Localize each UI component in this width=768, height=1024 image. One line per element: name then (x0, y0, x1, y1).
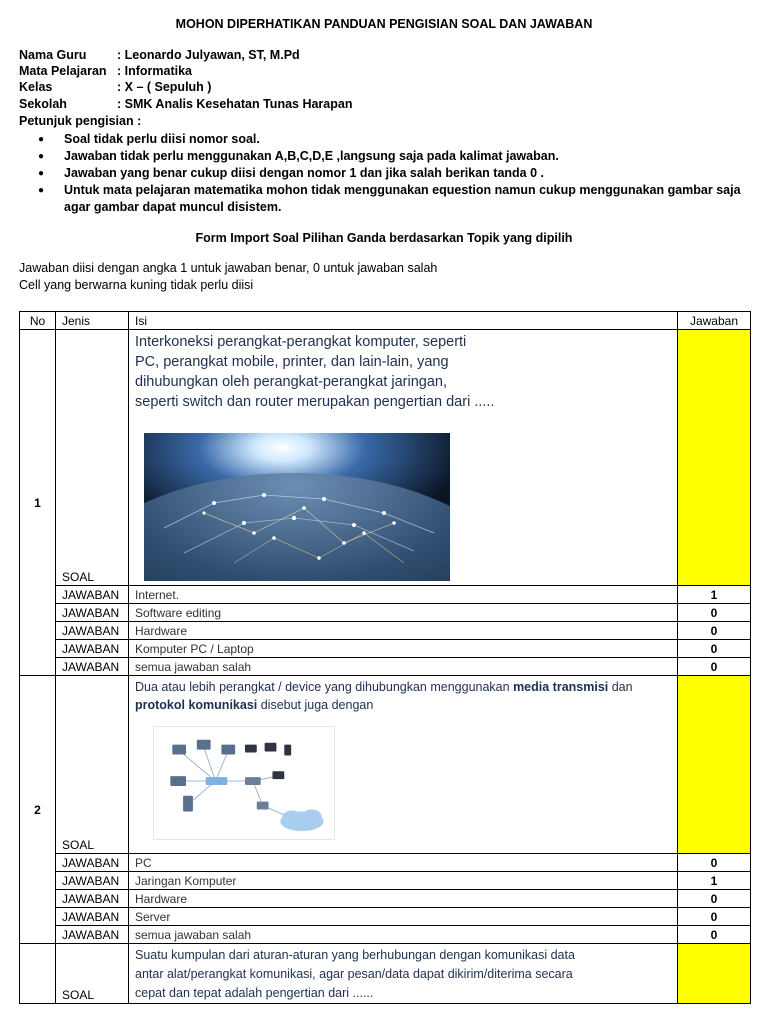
soal-cell[interactable] (129, 676, 678, 854)
question-row (20, 944, 751, 1004)
soal-text-part: disebut juga dengan (257, 698, 374, 712)
question-number (20, 944, 56, 1004)
info-value: : Informatika (117, 64, 193, 78)
question-row (20, 330, 751, 586)
col-header-jawaban: Jawaban (678, 312, 751, 330)
soal-label: SOAL (56, 944, 129, 1004)
info-label: Nama Guru (19, 48, 87, 62)
soal-line: antar alat/perangkat komunikasi, agar pesan/data dapat dikirim/diterima secara (135, 967, 573, 981)
jawaban-cell-highlight (678, 676, 751, 854)
answer-jenis: JAWABAN (56, 854, 129, 872)
soal-line: seperti switch dan router merupakan pengertian dari ..... (135, 394, 495, 410)
answer-row (20, 890, 751, 908)
info-nama-guru (19, 48, 300, 62)
jawaban-cell-highlight (678, 944, 751, 1004)
answer-option[interactable]: Hardware (129, 890, 678, 908)
soal-line: Interkoneksi perangkat-perangkat komputer, seperti (135, 334, 467, 350)
answer-value[interactable]: 0 (678, 926, 751, 944)
answer-option[interactable]: Hardware (129, 622, 678, 640)
answer-row (20, 586, 751, 604)
answer-value[interactable]: 0 (678, 854, 751, 872)
col-header-jenis: Jenis (56, 312, 129, 330)
answer-row (20, 604, 751, 622)
answer-jenis: JAWABAN (56, 872, 129, 890)
info-sekolah (19, 97, 352, 111)
answer-option[interactable]: Internet. (129, 586, 678, 604)
answer-value[interactable]: 0 (678, 890, 751, 908)
page-title: MOHON DIPERHATIKAN PANDUAN PENGISIAN SOAL DAN JAWABAN (175, 17, 593, 31)
answer-option[interactable]: semua jawaban salah (129, 658, 678, 676)
soal-line: Suatu kumpulan dari aturan-aturan yang berhubungan dengan komunikasi data (135, 948, 575, 962)
soal-line: cepat dan tepat adalah pengertian dari ...... (135, 986, 374, 1000)
answer-jenis: JAWABAN (56, 658, 129, 676)
answer-value[interactable]: 1 (678, 872, 751, 890)
answer-row (20, 622, 751, 640)
info-label: Kelas (19, 80, 53, 94)
info-label: Sekolah (19, 97, 67, 111)
answer-row (20, 926, 751, 944)
col-header-isi: Isi (129, 312, 678, 330)
answer-jenis: JAWABAN (56, 890, 129, 908)
answer-option[interactable]: PC (129, 854, 678, 872)
question-number: 1 (20, 330, 56, 676)
soal-keyword-media: media transmisi (513, 680, 609, 694)
answer-option[interactable]: Server (129, 908, 678, 926)
network-diagram-image (153, 726, 335, 840)
soal-cell[interactable] (129, 330, 678, 586)
info-value: : SMK Analis Kesehatan Tunas Harapan (117, 97, 353, 111)
soal-text (135, 332, 671, 412)
answer-value[interactable]: 1 (678, 586, 751, 604)
petunjuk-item: ● Untuk mata pelajaran matematika mohon tidak menggunakan equestion namun cukup menggunakan gambar saja agar gambar dapat muncul disistem. (38, 182, 748, 216)
soal-line: dihubungkan oleh perangkat-perangkat jaringan, (135, 374, 447, 390)
answer-row (20, 908, 751, 926)
soal-line: PC, perangkat mobile, printer, dan lain-lain, yang (135, 354, 449, 370)
answer-option[interactable]: Komputer PC / Laptop (129, 640, 678, 658)
form-title: Form Import Soal Pilihan Ganda berdasarkan Topik yang dipilih (195, 231, 573, 245)
answer-jenis: JAWABAN (56, 604, 129, 622)
answer-value[interactable]: 0 (678, 604, 751, 622)
info-kelas (19, 80, 211, 94)
soal-text-part: dan (608, 680, 633, 694)
earth-network-image (144, 433, 450, 581)
answer-row (20, 658, 751, 676)
petunjuk-item: ● Jawaban tidak perlu menggunakan A,B,C,D,E ,langsung saja pada kalimat jawaban. (38, 148, 748, 165)
answer-jenis: JAWABAN (56, 908, 129, 926)
question-table (19, 311, 751, 1004)
note-jawaban: Jawaban diisi dengan angka 1 untuk jawaban benar, 0 untuk jawaban salah (19, 261, 438, 275)
soal-cell[interactable] (129, 944, 678, 1004)
question-row (20, 676, 751, 854)
soal-label: SOAL (56, 330, 129, 586)
col-header-no: No (20, 312, 56, 330)
note-kuning: Cell yang berwarna kuning tidak perlu diisi (19, 278, 254, 292)
soal-label: SOAL (56, 676, 129, 854)
answer-jenis: JAWABAN (56, 622, 129, 640)
answer-row (20, 640, 751, 658)
answer-jenis: JAWABAN (56, 640, 129, 658)
table-header-row (20, 312, 751, 330)
soal-text (135, 678, 671, 714)
petunjuk-item: ● Jawaban yang benar cukup diisi dengan nomor 1 dan jika salah berikan tanda 0 . (38, 165, 748, 182)
answer-option[interactable]: semua jawaban salah (129, 926, 678, 944)
soal-keyword-protokol: protokol komunikasi (135, 698, 258, 712)
question-number: 2 (20, 676, 56, 944)
answer-value[interactable]: 0 (678, 658, 751, 676)
info-mata-pelajaran (19, 64, 192, 78)
answer-value[interactable]: 0 (678, 622, 751, 640)
petunjuk-item: ● Soal tidak perlu diisi nomor soal. (38, 131, 748, 148)
answer-row (20, 872, 751, 890)
answer-jenis: JAWABAN (56, 926, 129, 944)
petunjuk-list (38, 131, 748, 216)
jawaban-cell-highlight (678, 330, 751, 586)
info-value: : Leonardo Julyawan, ST, M.Pd (117, 48, 300, 62)
answer-row (20, 854, 751, 872)
info-value: : X – ( Sepuluh ) (117, 80, 212, 94)
answer-value[interactable]: 0 (678, 908, 751, 926)
answer-value[interactable]: 0 (678, 640, 751, 658)
petunjuk-label: Petunjuk pengisian : (19, 114, 142, 128)
answer-option[interactable]: Jaringan Komputer (129, 872, 678, 890)
answer-jenis: JAWABAN (56, 586, 129, 604)
info-label: Mata Pelajaran (19, 64, 107, 78)
soal-text (135, 946, 671, 1003)
answer-option[interactable]: Software editing (129, 604, 678, 622)
soal-text-part: Dua atau lebih perangkat / device yang dihubungkan menggunakan (135, 680, 514, 694)
